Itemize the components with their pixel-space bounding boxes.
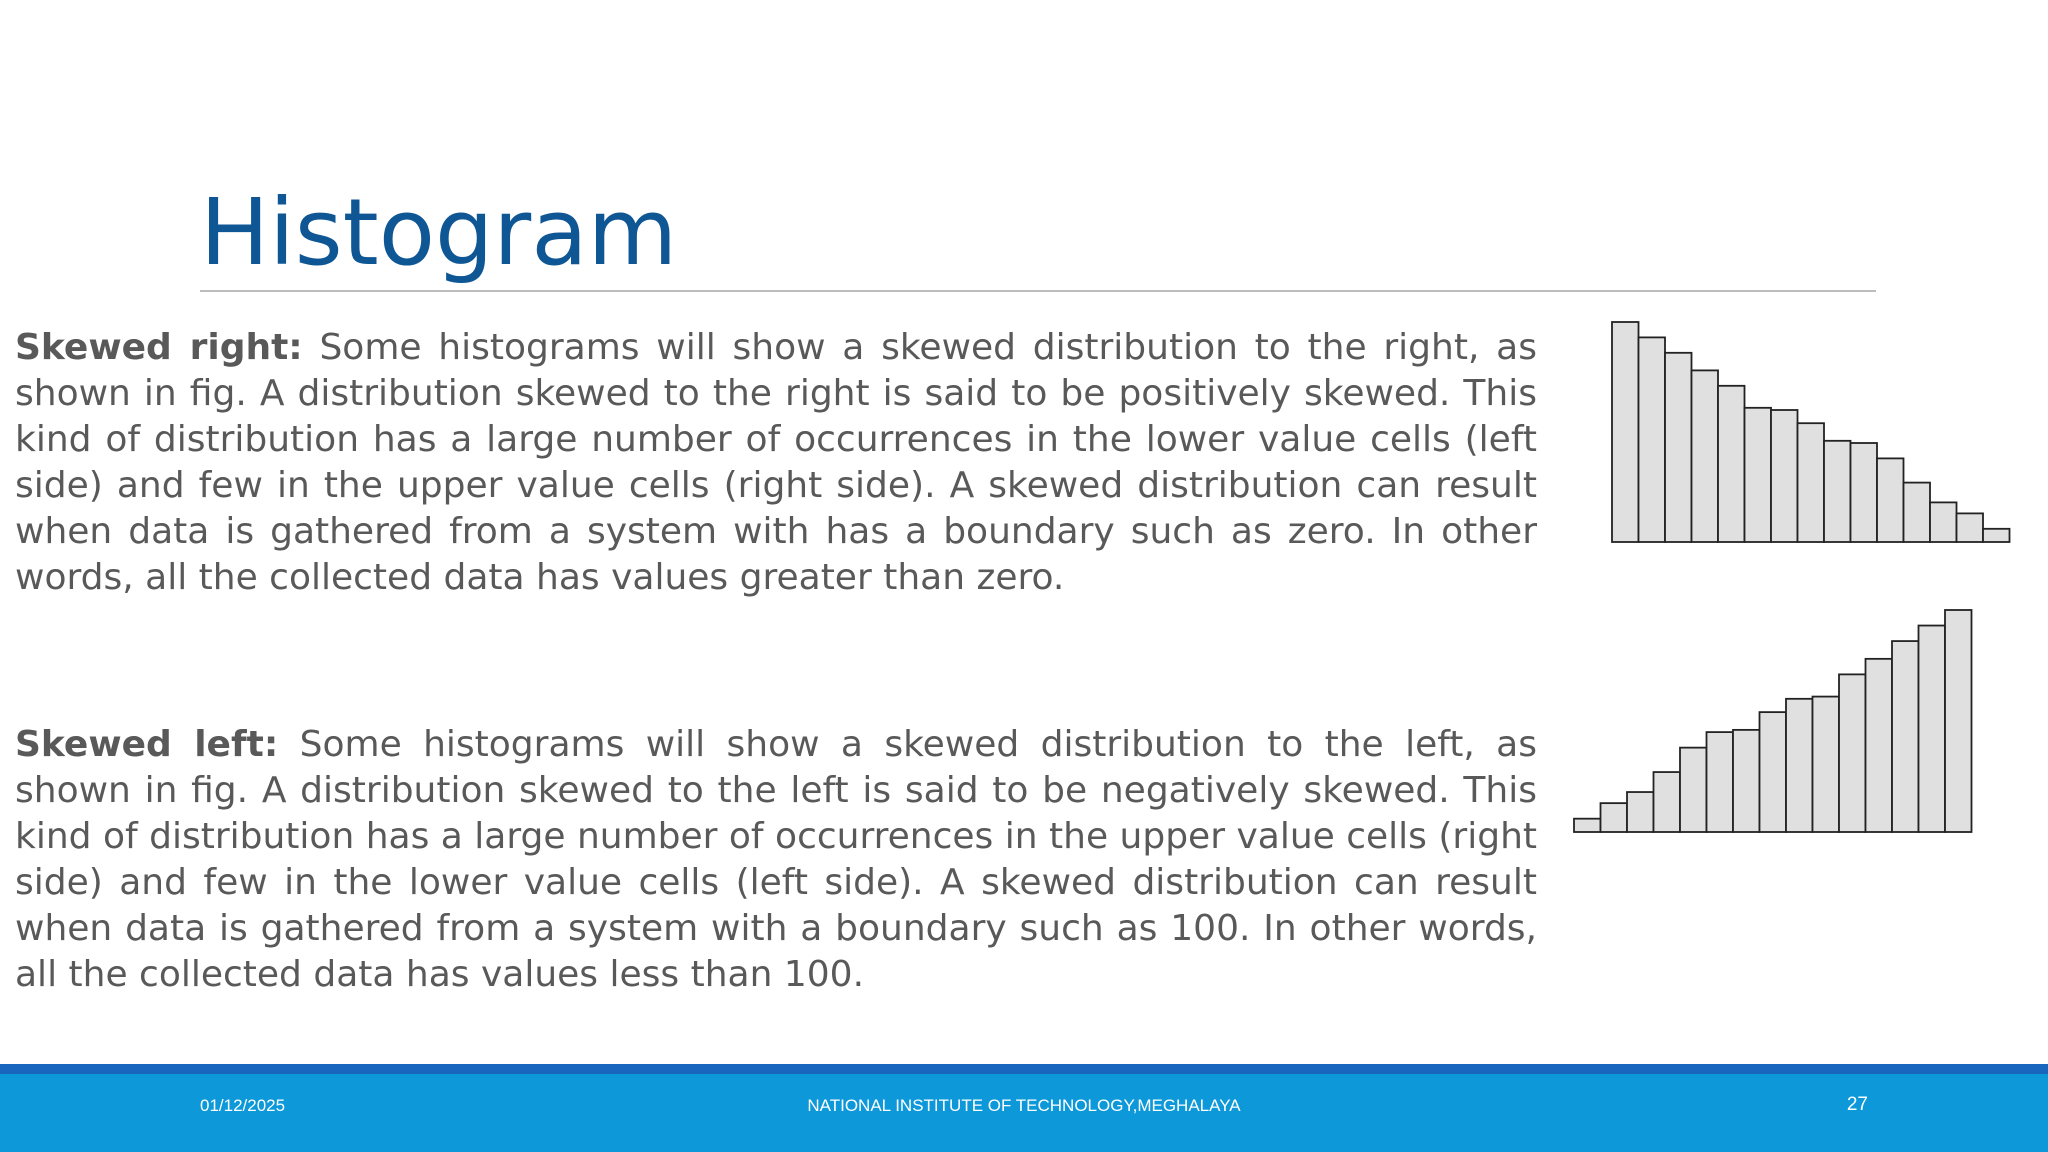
skewed-right-label: Skewed right: bbox=[15, 327, 303, 368]
slide-number: 27 bbox=[1846, 1094, 1868, 1115]
histogram-bar bbox=[1707, 732, 1734, 832]
skewed-right-paragraph bbox=[15, 325, 1537, 601]
footer-accent-stripe bbox=[0, 1064, 2048, 1074]
histogram-bar bbox=[1718, 386, 1745, 542]
histogram-bar bbox=[1957, 513, 1984, 542]
footer-bar bbox=[0, 1074, 2048, 1152]
histogram-bar bbox=[1919, 626, 1946, 832]
skewed-right-text: Some histograms will show a skewed distribution to the right, as shown in fig. A distribution skewed to the right is said to be positively skewed. This kind of distribution has a large number of occurrences in the lower value cells (left side) and few in the upper value cells (right side). A skewed distribution can result when data is gathered from a system with has a boundary such as zero. In other words, all the collected data has values greater than zero. bbox=[15, 327, 1537, 598]
histogram-bar bbox=[1760, 712, 1787, 832]
histogram-bar bbox=[1839, 674, 1866, 832]
skewed-left-text: Some histograms will show a skewed distribution to the left, as shown in fig. A distribution skewed to the left is said to be negatively skewed. This kind of distribution has a large number of occurrences in the upper value cells (right side) and few in the lower value cells (left side). A skewed distribution can result when data is gathered from a system with a boundary such as 100. In other words, all the collected data has values less than 100. bbox=[15, 724, 1538, 995]
histogram-bar bbox=[1612, 322, 1639, 542]
histogram-bar bbox=[1680, 748, 1707, 832]
histogram-bar bbox=[1851, 443, 1878, 542]
skewed-left-paragraph bbox=[15, 722, 1537, 998]
histogram-bar bbox=[1945, 610, 1972, 832]
histogram-bar bbox=[1892, 641, 1919, 832]
histogram-bar bbox=[1601, 803, 1628, 832]
histogram-bar bbox=[1813, 697, 1840, 832]
histogram-bar bbox=[1745, 408, 1772, 542]
histogram-bar bbox=[1877, 458, 1904, 542]
histogram-bar bbox=[1866, 659, 1893, 832]
histogram-bar bbox=[1824, 441, 1851, 542]
footer-date: 01/12/2025 bbox=[200, 1096, 286, 1115]
skewed-left-histogram bbox=[1572, 600, 1982, 840]
skewed-right-histogram bbox=[1610, 310, 2020, 550]
histogram-bar bbox=[1904, 483, 1931, 542]
histogram-bar bbox=[1654, 772, 1681, 832]
slide-title: Histogram bbox=[200, 179, 678, 286]
histogram-bar bbox=[1574, 819, 1601, 832]
skewed-left-label: Skewed left: bbox=[15, 724, 279, 765]
histogram-bar bbox=[1692, 370, 1719, 542]
histogram-bar bbox=[1930, 502, 1957, 542]
histogram-bar bbox=[1639, 337, 1666, 542]
title-divider bbox=[200, 290, 1876, 292]
histogram-bar bbox=[1983, 529, 2010, 542]
histogram-bar bbox=[1665, 353, 1692, 542]
histogram-bar bbox=[1627, 792, 1654, 832]
histogram-bar bbox=[1786, 699, 1813, 832]
histogram-bar bbox=[1798, 423, 1825, 542]
footer-organization: NATIONAL INSTITUTE OF TECHNOLOGY,MEGHALAYA bbox=[807, 1096, 1241, 1115]
histogram-bar bbox=[1733, 730, 1760, 832]
histogram-bar bbox=[1771, 410, 1798, 542]
